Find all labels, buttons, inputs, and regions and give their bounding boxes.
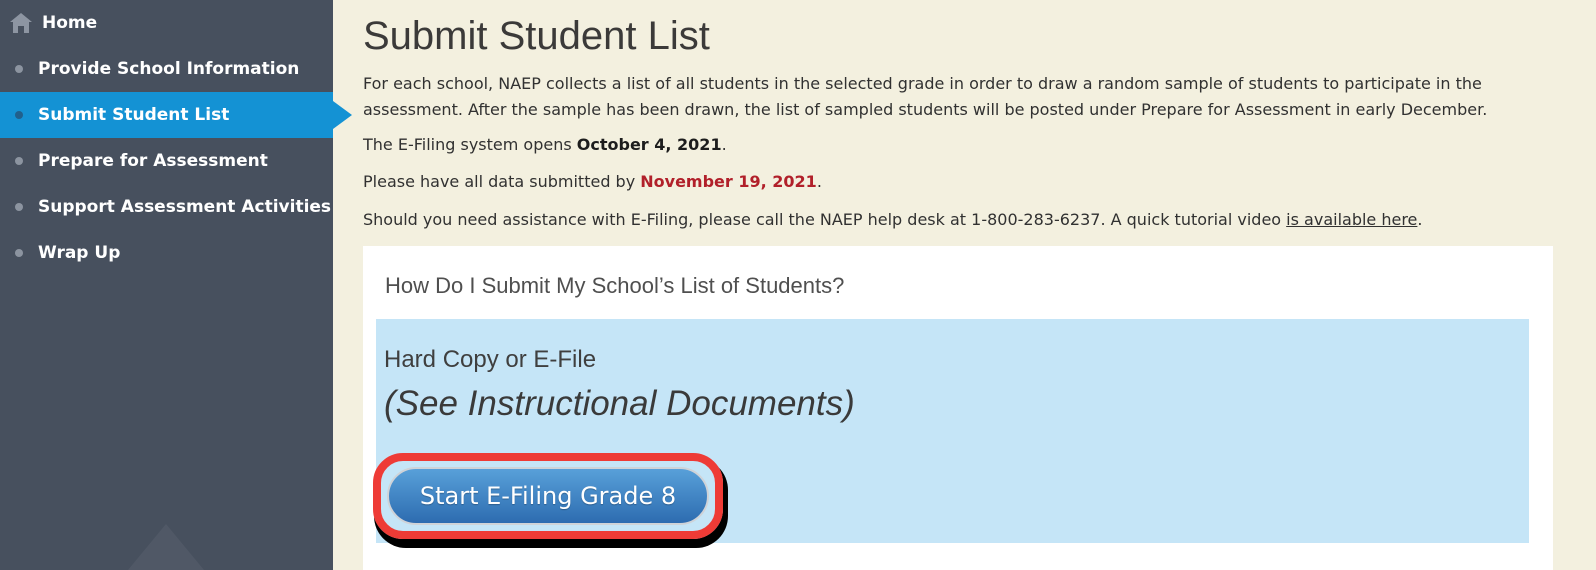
active-item-arrow-icon [333,101,352,129]
bullet-icon [15,65,23,73]
intro-paragraph: For each school, NAEP collects a list of all students in the selected grade in order to draw a random sample of students to participate in the assessment. After the sample has been drawn, the list of sampled students will be posted under Prepare for Assessment in early December. [363,74,1488,119]
assistance-text: Should you need assistance with E-Filing, please call the NAEP help desk at 1-800-283-6237. A quick tutorial video [363,210,1287,229]
main-content [333,0,1596,570]
deadline-line [363,169,1553,195]
bullet-icon [15,111,23,119]
sidebar-watermark-triangle [128,524,204,570]
sidebar-item-label: Prepare for Assessment [38,151,268,171]
sidebar-nav [0,0,333,570]
tutorial-video-link[interactable]: is available here [1286,210,1418,229]
sidebar-item-wrap-up[interactable] [0,230,333,276]
panel-heading: How Do I Submit My School’s List of Students? [385,273,845,298]
home-icon [9,12,33,34]
efiling-open-date: October 4, 2021 [576,135,722,154]
sidebar-item-label: Support Assessment Activities [38,197,332,217]
sidebar-item-home[interactable] [0,0,333,46]
option-subtitle: (See Instructional Documents) [384,384,855,423]
page-title: Submit Student List [363,14,710,58]
efiling-opens-text: The E-Filing system opens [363,135,577,154]
sidebar-item-provide-school-information[interactable] [0,46,333,92]
bullet-icon [15,249,23,257]
option-title: Hard Copy or E-File [384,346,597,373]
submit-options-panel [363,246,1553,570]
sidebar-item-prepare-for-assessment[interactable] [0,138,333,184]
bullet-icon [15,157,23,165]
sidebar-item-support-assessment-activities[interactable] [0,184,333,230]
sidebar-item-label: Submit Student List [38,105,230,125]
bullet-icon [15,203,23,211]
sidebar-item-label: Home [42,13,98,33]
efiling-opens-period: . [721,135,727,154]
red-highlight-annotation [373,453,723,539]
start-efiling-grade-8-button[interactable]: Start E-Filing Grade 8 [387,467,709,525]
deadline-text: Please have all data submitted by [363,172,641,191]
efiling-opens-line [363,132,1553,158]
hard-copy-or-efile-option-box [376,319,1529,543]
deadline-period: . [816,172,822,191]
sidebar-item-label: Wrap Up [38,243,121,263]
assistance-period: . [1417,210,1423,229]
assistance-line [363,207,1553,233]
sidebar-item-submit-student-list[interactable] [0,92,333,138]
sidebar-item-label: Provide School Information [38,59,300,79]
deadline-date: November 19, 2021 [640,172,817,191]
